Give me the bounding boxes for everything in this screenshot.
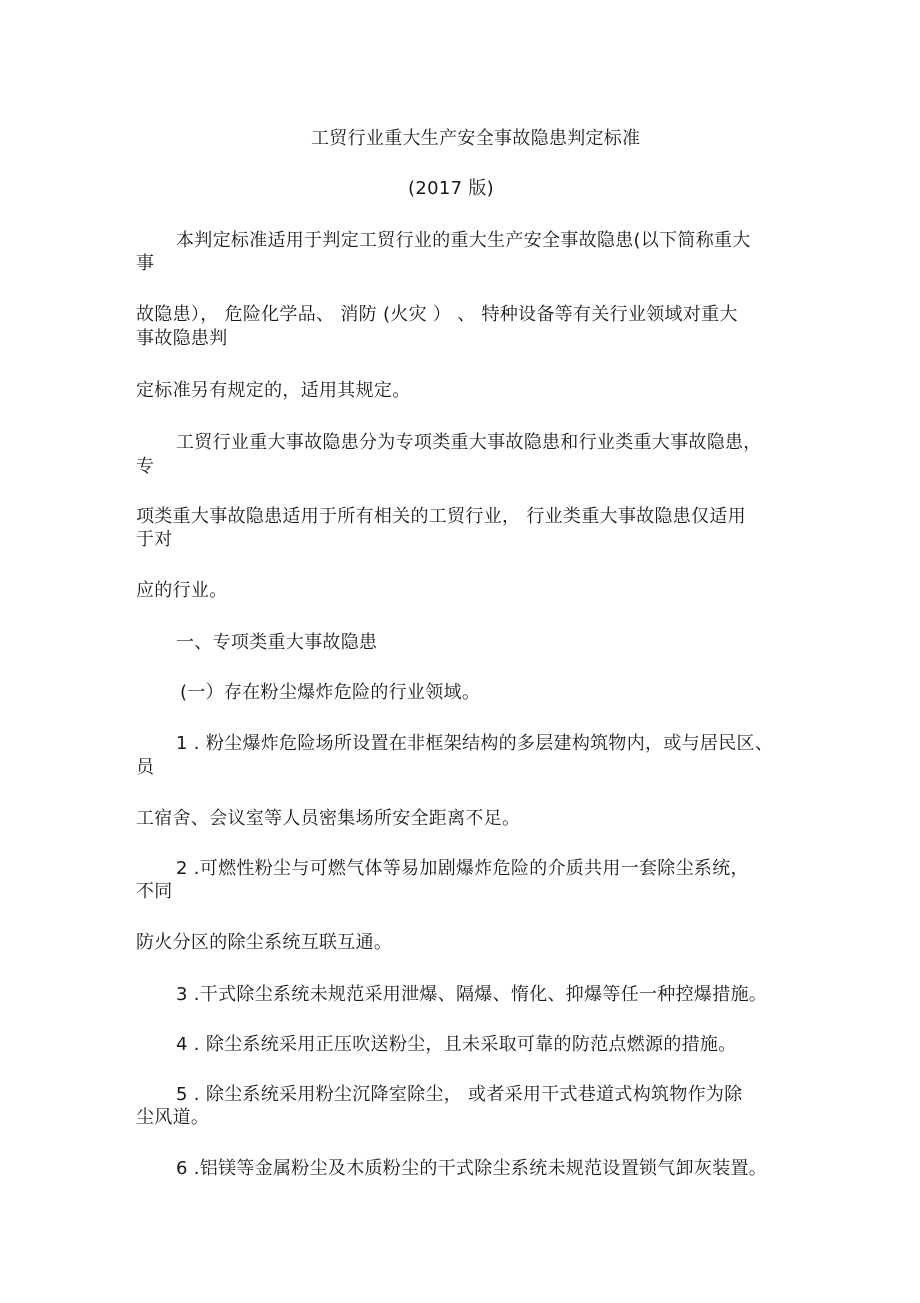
intro-p1-line: 故隐患）， 危险化学品、 消防 (火灾 ） 、 特种设备等有关行业领域对重大 (136, 304, 738, 325)
item-1-line: 工宿舍、会议室等人员密集场所安全距离不足。 (136, 808, 521, 829)
intro-p2-line: 工贸行业重大事故隐患分为专项类重大事故隐患和行业类重大事故隐患， (176, 432, 762, 453)
intro-p1-line: 事故隐患判 (136, 328, 228, 349)
item-5-line: 尘风道。 (136, 1107, 210, 1128)
item-3: 3 .干式除尘系统未规范采用泄爆、隔爆、惰化、抑爆等任一种控爆措施。 (176, 984, 768, 1005)
section-heading: 一、专项类重大事故隐患 (176, 632, 378, 653)
item-2-line: 防火分区的除尘系统互联互通。 (136, 932, 393, 953)
edition-label: (2017 版) (408, 178, 494, 199)
item-2-line: 2 .可燃性粉尘与可燃气体等易加剧爆炸危险的介质共用一套除尘系统， (176, 858, 749, 879)
intro-p1-line: 事 (136, 253, 155, 274)
item-4: 4 . 除尘系统采用正压吹送粉尘，且未采取可靠的防范点燃源的措施。 (176, 1034, 737, 1055)
item-1-line: 1 . 粉尘爆炸危险场所设置在非框架结构的多层建构筑物内，或与居民区、 (176, 733, 774, 754)
intro-p1-line: 定标准另有规定的，适用其规定。 (136, 380, 411, 401)
intro-p2-line: 于对 (136, 529, 173, 550)
intro-p2-line: 项类重大事故隐患适用于所有相关的工贸行业， 行业类重大事故隐患仅适用 (136, 506, 746, 527)
intro-p1-line: 本判定标准适用于判定工贸行业的重大生产安全事故隐患(以下简称重大 (176, 230, 751, 251)
document-title: 工贸行业重大生产安全事故隐患判定标准 (311, 128, 641, 149)
intro-p2-line: 专 (136, 456, 155, 477)
item-5-line: 5 . 除尘系统采用粉尘沉降室除尘， 或者采用干式巷道式构筑物作为除 (176, 1084, 743, 1105)
intro-p2-line: 应的行业。 (136, 580, 228, 601)
item-2-line: 不同 (136, 881, 173, 902)
item-1-line: 员 (136, 757, 155, 778)
subsection-heading: (一）存在粉尘爆炸危险的行业领域。 (180, 682, 481, 703)
item-6: 6 .铝镁等金属粉尘及木质粉尘的干式除尘系统未规范设置锁气卸灰装置。 (176, 1158, 768, 1179)
